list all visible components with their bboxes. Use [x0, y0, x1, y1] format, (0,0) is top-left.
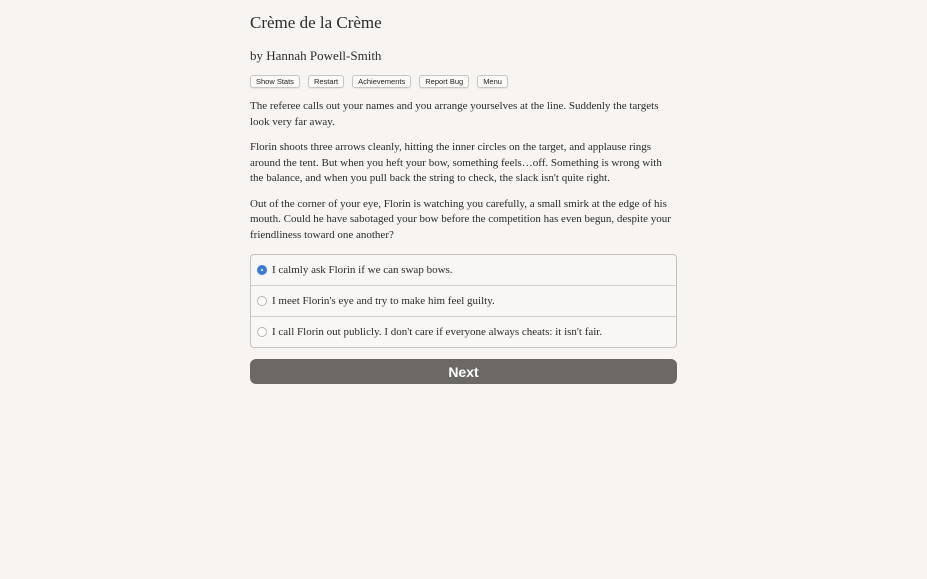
radio-empty-icon[interactable] — [257, 296, 267, 306]
choice-option[interactable] — [251, 285, 676, 316]
story-text — [250, 99, 677, 243]
choice-option[interactable] — [251, 316, 676, 347]
game-container — [250, 14, 677, 384]
menu-button[interactable]: Menu — [477, 75, 508, 88]
toolbar — [250, 75, 677, 88]
radio-empty-icon[interactable] — [257, 327, 267, 337]
choice-label: I call Florin out publicly. I don't care if everyone always cheats: it isn't fair. — [272, 326, 603, 338]
choice-list — [250, 254, 677, 348]
radio-selected-icon[interactable] — [257, 265, 267, 275]
choice-label: I meet Florin's eye and try to make him feel guilty. — [272, 295, 495, 307]
show-stats-button[interactable]: Show Stats — [250, 75, 300, 88]
story-paragraph: The referee calls out your names and you arrange yourselves at the line. Suddenly the targets look very far away. — [250, 100, 659, 128]
author-byline: by Hannah Powell-Smith — [250, 48, 382, 63]
game-title: Crème de la Crème — [250, 13, 382, 32]
achievements-button[interactable]: Achievements — [352, 75, 411, 88]
next-button[interactable]: Next — [250, 359, 677, 384]
story-paragraph: Out of the corner of your eye, Florin is watching you carefully, a small smirk at the edge of his mouth. Could he have sabotaged your bow before the competition has even begun, despite your friendliness toward one another? — [250, 197, 671, 241]
report-bug-button[interactable]: Report Bug — [419, 75, 469, 88]
choice-label: I calmly ask Florin if we can swap bows. — [272, 264, 453, 276]
story-paragraph: Florin shoots three arrows cleanly, hitting the inner circles on the target, and applause rings around the tent. But when you heft your bow, something feels…off. Something is wrong with the balance, and when you pull back the string to check, the slack isn't quite right. — [250, 141, 662, 184]
restart-button[interactable]: Restart — [308, 75, 344, 88]
choice-option[interactable] — [251, 255, 676, 285]
